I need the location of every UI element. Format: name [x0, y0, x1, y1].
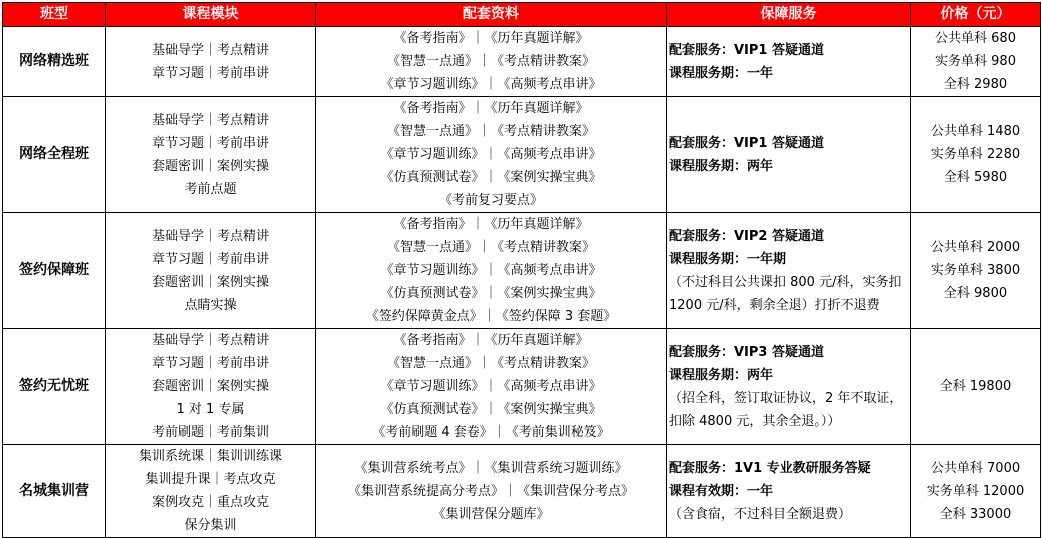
material-line: 《集训营系统提高分考点》｜《集训营保分考点》 — [347, 483, 634, 499]
material-line: 《仿真预测试卷》｜《案例实操宝典》 — [380, 286, 602, 301]
header-row — [3, 3, 1041, 27]
module-line: 章节习题｜考前串讲 — [151, 356, 269, 371]
service-period: 课程服务期：一年 — [669, 65, 774, 81]
module-line: 集训提升课｜考点攻克 — [145, 472, 276, 487]
materials-cell — [316, 213, 667, 329]
module-line: 案例攻克｜重点攻克 — [151, 495, 269, 510]
material-line: 《章节习题训练》｜《高频考点串讲》 — [380, 263, 602, 278]
table-row — [3, 213, 1041, 329]
service-note: （不过科目公共课扣 800 元/科，实务扣 1200 元/科，剩余全退）打折不退费 — [669, 274, 902, 313]
class-name: 签约无忧班 — [3, 329, 106, 445]
table-row — [3, 329, 1041, 445]
price-line: 公共单科 680 — [935, 31, 1016, 46]
price-line: 全科 19800 — [939, 379, 1012, 394]
materials-cell — [316, 445, 667, 538]
price-cell — [911, 97, 1041, 213]
service-period: 课程服务期：两年 — [669, 158, 774, 174]
class-name: 网络精选班 — [3, 27, 106, 97]
service-line: 配套服务：VIP3 答疑通道 — [669, 344, 824, 360]
materials-cell — [316, 97, 667, 213]
class-name: 名城集训营 — [3, 445, 106, 538]
module-line: 基础导学｜考点精讲 — [151, 333, 269, 348]
price-line: 全科 2980 — [943, 77, 1008, 92]
material-line: 《集训营保分题库》 — [432, 506, 550, 522]
material-line: 《智慧一点通》｜《考点精讲教案》 — [386, 356, 595, 371]
price-line: 实务单科 2280 — [930, 147, 1021, 162]
price-line: 全科 9800 — [943, 286, 1008, 301]
price-cell — [911, 445, 1041, 538]
material-line: 《考前刷题 4 套卷》｜《考前集训秘笈》 — [372, 425, 610, 440]
price-line: 全科 5980 — [943, 170, 1008, 185]
material-line: 《备考指南》｜《历年真题详解》 — [393, 217, 589, 232]
service-note: （含食宿，不过科目全额退费） — [669, 506, 852, 522]
material-line: 《仿真预测试卷》｜《案例实操宝典》 — [380, 170, 602, 185]
service-line: 配套服务：VIP2 答疑通道 — [669, 228, 824, 244]
header-service: 保障服务 — [667, 3, 911, 27]
service-period: 课程服务期：一年期 — [669, 251, 787, 267]
material-line: 《章节习题训练》｜《高频考点串讲》 — [380, 147, 602, 162]
material-line: 《备考指南》｜《历年真题详解》 — [393, 333, 589, 348]
material-line: 《智慧一点通》｜《考点精讲教案》 — [386, 124, 595, 139]
price-line: 实务单科 12000 — [926, 483, 1025, 499]
material-line: 《智慧一点通》｜《考点精讲教案》 — [386, 54, 595, 69]
service-line: 配套服务：VIP1 答疑通道 — [669, 135, 824, 151]
table-row — [3, 445, 1041, 538]
price-line: 实务单科 3800 — [930, 263, 1021, 278]
module-cell — [106, 329, 316, 445]
material-line: 《仿真预测试卷》｜《案例实操宝典》 — [380, 402, 602, 417]
material-line: 《备考指南》｜《历年真题详解》 — [393, 31, 589, 46]
material-line: 《备考指南》｜《历年真题详解》 — [393, 101, 589, 116]
header-class: 班型 — [3, 3, 106, 27]
module-cell — [106, 97, 316, 213]
service-cell — [667, 97, 911, 213]
module-line: 套题密训｜案例实操 — [151, 274, 269, 290]
module-line: 套题密训｜案例实操 — [151, 379, 269, 394]
header-materials: 配套资料 — [316, 3, 667, 27]
materials-cell — [316, 329, 667, 445]
module-line: 考前点题 — [184, 181, 237, 197]
module-line: 点睛实操 — [184, 297, 237, 313]
module-cell — [106, 27, 316, 97]
module-line: 章节习题｜考前串讲 — [151, 135, 269, 151]
service-period: 课程服务期：两年 — [669, 367, 774, 383]
price-cell — [911, 213, 1041, 329]
material-line: 《考前复习要点》 — [438, 193, 543, 208]
service-cell — [667, 445, 911, 538]
service-line: 配套服务：VIP1 答疑通道 — [669, 42, 824, 58]
module-line: 基础导学｜考点精讲 — [151, 42, 269, 58]
class-name: 签约保障班 — [3, 213, 106, 329]
material-line: 《章节习题训练》｜《高频考点串讲》 — [380, 77, 602, 92]
material-line: 《章节习题训练》｜《高频考点串讲》 — [380, 379, 602, 394]
price-cell — [911, 27, 1041, 97]
service-cell — [667, 213, 911, 329]
price-line: 实务单科 980 — [935, 54, 1016, 69]
module-line: 考前刷题｜考前集训 — [151, 425, 269, 440]
table-row — [3, 27, 1041, 97]
module-line: 基础导学｜考点精讲 — [151, 228, 269, 244]
materials-cell — [316, 27, 667, 97]
service-cell — [667, 329, 911, 445]
module-cell — [106, 213, 316, 329]
material-line: 《签约保障黄金点》｜《签约保障 3 套题》 — [365, 309, 617, 324]
header-modules: 课程模块 — [106, 3, 316, 27]
price-line: 全科 33000 — [939, 506, 1012, 522]
header-price: 价格（元） — [911, 3, 1041, 27]
material-line: 《集训营系统考点》｜《集训营系统习题训练》 — [354, 460, 628, 476]
service-cell — [667, 27, 911, 97]
module-cell — [106, 445, 316, 538]
pricing-table — [2, 2, 1041, 538]
service-line: 配套服务：1V1 专业教研服务答疑 — [669, 460, 871, 476]
module-line: 集训系统课｜集训训练课 — [138, 449, 282, 464]
price-line: 公共单科 7000 — [930, 460, 1021, 476]
price-line: 公共单科 2000 — [930, 240, 1021, 255]
material-line: 《智慧一点通》｜《考点精讲教案》 — [386, 240, 595, 255]
module-line: 1 对 1 专属 — [176, 402, 245, 417]
service-note: （招全科，签订取证协议，2 年不取证，扣除 4800 元，其余全退。）） — [669, 390, 903, 429]
table-row — [3, 97, 1041, 213]
module-line: 章节习题｜考前串讲 — [151, 65, 269, 81]
service-period: 课程有效期：一年 — [669, 483, 774, 499]
module-line: 章节习题｜考前串讲 — [151, 251, 269, 267]
module-line: 套题密训｜案例实操 — [151, 158, 269, 174]
module-line: 保分集训 — [184, 518, 237, 533]
price-cell — [911, 329, 1041, 445]
class-name: 网络全程班 — [3, 97, 106, 213]
module-line: 基础导学｜考点精讲 — [151, 112, 269, 128]
price-line: 公共单科 1480 — [930, 124, 1021, 139]
